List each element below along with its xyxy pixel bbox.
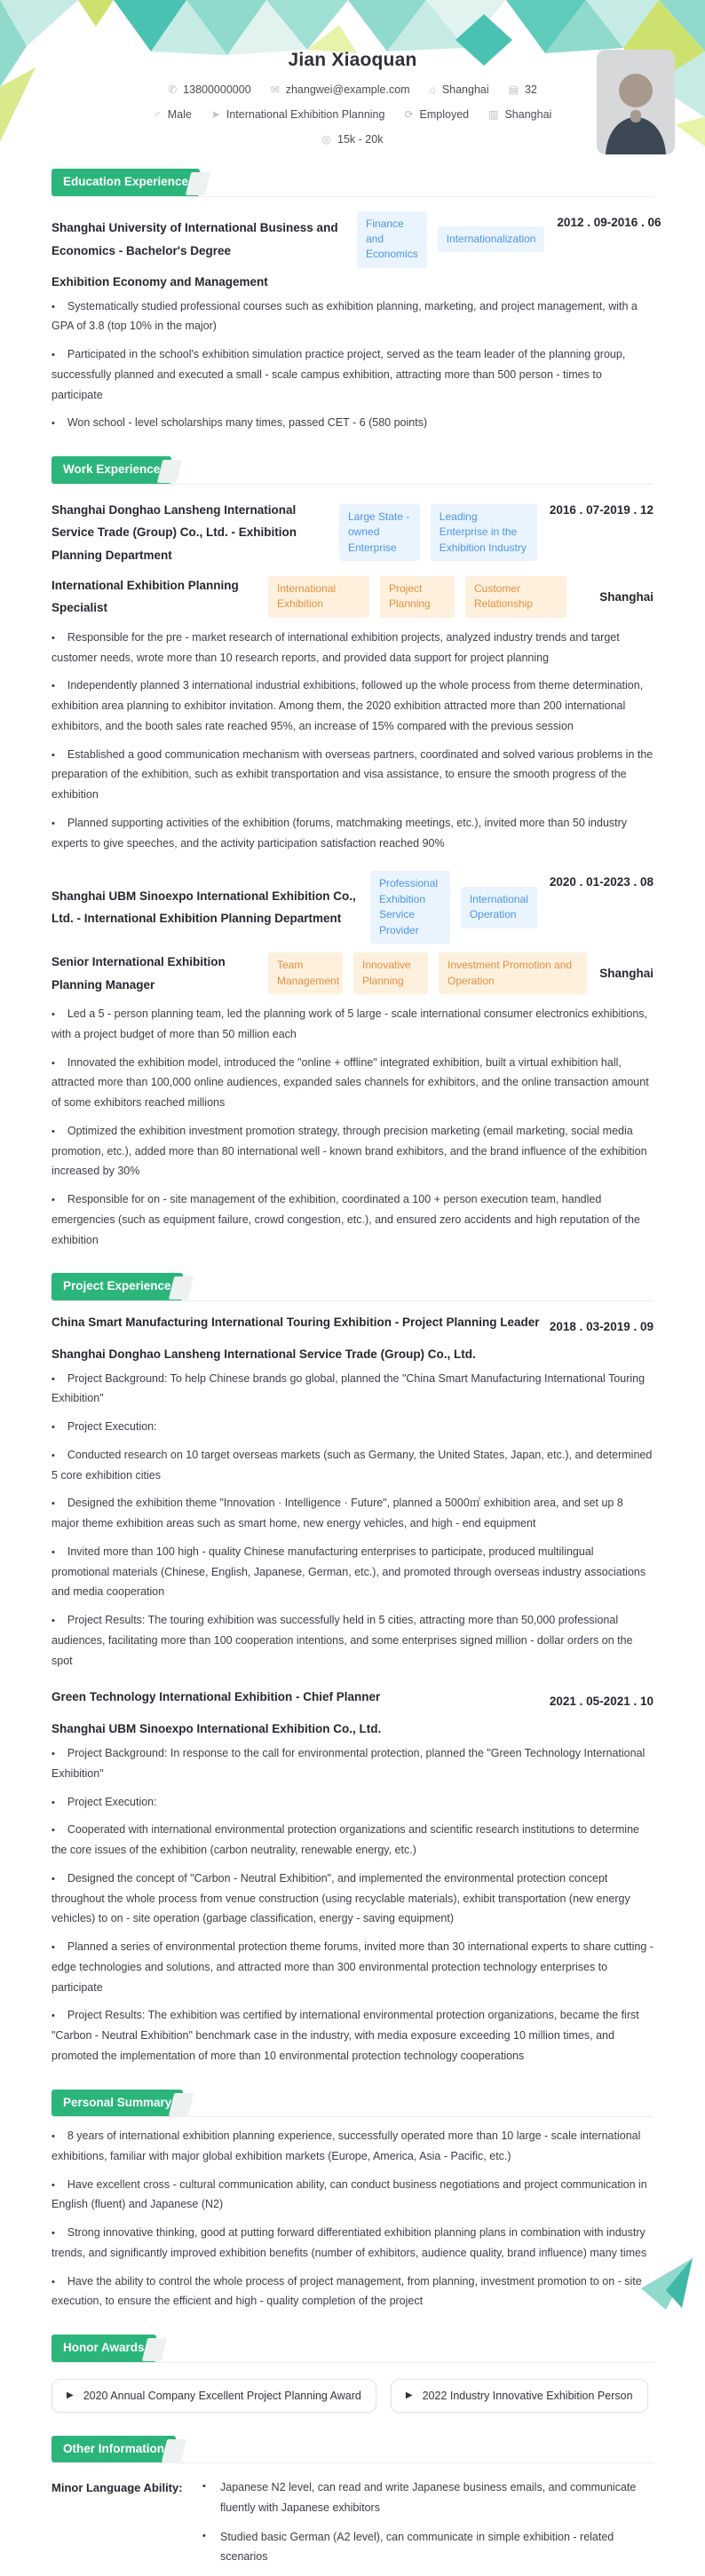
home-city-item [430,83,489,96]
bullet: • Project Results: The exhibition was certified by international environmental protection organizations, became the first "Carbon - Neutral Exhibition" benchmark case in the industry, with media exposure exceeding 10 million times, and promoted the implementation of more than 10 environmental protection technology cooperations [51,2005,654,2066]
section-education [51,169,654,433]
role-tag-list [268,576,587,618]
section-other [51,2436,654,2576]
gender-value: Male [168,108,192,121]
bullet: • Established a good communication mechanism with overseas partners, coordinated and solved various problems in the preparation of the exhibition, such as exhibit transportation and visa assistance, to ensure the smooth progress of the exhibition [51,745,654,805]
project-header [51,1690,654,1713]
work-city: Shanghai [504,108,551,121]
email-icon: ✉ [271,83,280,96]
position-icon: ➤ [211,108,220,121]
profile-photo [597,50,675,154]
summary-bullets [51,2126,654,2311]
bullet: • Project Background: In response to the call for environmental protection, planned the "Green Technology International Exhibition" [51,1743,654,1784]
bullet: • Project Execution: [51,1417,654,1437]
work-section-badge: Work Experience [51,456,171,484]
expected-salary: 15k - 20k [337,133,383,146]
gender-icon: ♂ [154,108,162,121]
bullet: • Project Execution: [51,1792,654,1813]
role-tag: Customer Relationship [465,576,566,618]
work-city-item [488,108,551,121]
award-item[interactable] [51,2379,376,2413]
bullet: • Japanese N2 level, can read and write Japanese business emails, and communicate fluently with Japanese exhibitors [201,2477,654,2518]
employment-status: Employed [420,108,470,121]
work-location: Shanghai [599,967,654,980]
phone-number: 13800000000 [183,83,250,96]
company-tag: Large State - owned Enterprise [339,504,420,561]
education-tag: Finance and Economics [357,211,427,268]
bullet: • Independently planned 3 international industrial exhibitions, followed up the whole process from theme determination, exhibition area planning to exhibitor invitation. Among them, the 2020 exhibition attracted more than 200 international exhibitors, and the booth sales rate reached 95%, an increase of 15% compared with the previous session [51,676,654,736]
company-tag: Leading Enterprise in the Exhibition Industry [431,504,537,561]
role-tag: International Exhibition [268,576,369,618]
bullet: • Responsible for on - site management of the exhibition, coordinated a 100 + person execution team, handled emergencies (such as equipment failure, crowd congestion, etc.), and ensured zero accidents and high reputation of the exhibition [51,1189,654,1250]
award-label: 2020 Annual Company Excellent Project Planning Award [83,2390,361,2402]
projects-section-badge: Project Experience [51,1273,183,1300]
project-bullets [51,1369,654,1671]
bullet: • Systematically studied professional courses such as exhibition planning, marketing, and project management, with a GPA of 3.8 (top 10% in the major) [51,296,654,337]
section-projects [51,1273,654,2066]
email-address: zhangwei@example.com [286,83,410,96]
project-company: Shanghai Donghao Lansheng International Service Trade (Group) Co., Ltd. [51,1347,654,1361]
work-bullets [51,1004,654,1250]
bullet: • Planned supporting activities of the exhibition (forums, matchmaking meetings, etc.), invited more than 50 industry experts to give speeches, and the activity participation satisfaction reached 90% [51,813,654,854]
bullet: • Conducted research on 10 target overseas markets (such as Germany, the United States, Japan, etc.), and determined 5 core exhibition cities [51,1445,654,1486]
education-entry-header [51,211,654,268]
projects-section-header [51,1273,654,1301]
bullet: • Responsible for the pre - market research of international exhibition projects, analyzed industry trends and target customer needs, wrote more than 10 research reports, and provided data support for project planning [51,628,654,668]
resume-body [0,169,705,2576]
role-header [51,951,654,996]
project-bullets [51,1743,654,2066]
phone-icon: ✆ [168,83,177,96]
bullet: • Planned a series of environmental protection theme forums, invited more than 30 international experts to share cutting - edge technologies and solutions, and attracted more than 300 environmental protection technology enterprises to participate [51,1937,654,1997]
award-item[interactable] [391,2379,648,2413]
education-tag-list [357,211,544,268]
age-item [509,83,537,96]
other-bullets [201,2477,654,2576]
company-tag: International Operation [461,887,537,928]
project-date: 2021 . 05-2021 . 10 [550,1690,654,1713]
awards-section-header [51,2335,654,2363]
bullet: • Have excellent cross - cultural communication ability, can conduct business negotiations and project communication in English (fluent) and Japanese (N2) [51,2175,654,2216]
awards-list [51,2379,654,2413]
project-name: Green Technology International Exhibition - Chief Planner [51,1690,380,1703]
company-name: Shanghai UBM Sinoexpo International Exhibition Co., Ltd. - International Exhibition Planning Department [51,885,358,930]
project-name: China Smart Manufacturing International Touring Exhibition - Project Planning Leader [51,1316,540,1329]
company-tag-list [339,504,537,561]
education-tag: Internationalization [438,226,545,252]
education-section-header [51,169,654,197]
work-entry [51,499,654,854]
company-header [51,871,654,944]
section-summary [51,2090,654,2312]
summary-section-badge: Personal Summary [51,2090,183,2117]
education-section-badge: Education Experience [51,169,200,196]
age-value: 32 [525,83,537,96]
role-title: International Exhibition Planning Specialist [51,574,256,620]
company-tag: Professional Exhibition Service Provider [370,871,450,944]
phone-item [168,83,251,96]
bullet: • Project Results: The touring exhibition was successfully held in 5 cities, attracting more than 50,000 professional audiences, facilitating more than 100 cooperation intentions, and some enterprises signed million - dollar orders on the spot [51,1610,654,1671]
other-info-row [51,2477,654,2576]
work-date: 2016 . 07-2019 . 12 [550,499,654,522]
work-date: 2020 . 01-2023 . 08 [550,871,654,894]
education-bullets [51,296,654,434]
bullet: • Participated in the school's exhibition simulation practice project, served as the team leader of the planning group, successfully planned and executed a small - scale campus exhibition, attracting more than 500 person - times to participate [51,344,654,405]
school-name: Shanghai University of International Business and Economics - Bachelor's Degree [51,217,345,262]
resume-header [0,0,705,146]
education-date: 2012 . 09-2016 . 06 [557,211,661,234]
other-section-header [51,2436,654,2464]
play-icon: ▶ [406,2390,413,2400]
role-tag: Team Management [268,952,343,994]
project-company: Shanghai UBM Sinoexpo International Exhibition Co., Ltd. [51,1722,654,1735]
company-tag-list [370,871,537,944]
award-label: 2022 Industry Innovative Exhibition Person [423,2390,633,2402]
bullet: • Cooperated with international environmental protection organizations and scientific research institutions to determine the core issues of the exhibition (carbon neutrality, renewable energy, etc.) [51,1820,654,1861]
job-intention: International Exhibition Planning [226,108,385,121]
project-entry [51,1316,654,1671]
status-icon: ⟳ [404,108,413,121]
work-location: Shanghai [599,590,654,604]
role-tag: Innovative Planning [353,952,428,994]
candidate-name: Jian Xiaoquan [0,50,705,71]
play-icon: ▶ [67,2390,74,2400]
minor-language-label: Minor Language Ability: [51,2477,186,2576]
work-bullets [51,628,654,854]
work-entry [51,871,654,1250]
project-date: 2018 . 03-2019 . 09 [550,1316,654,1339]
status-item [404,108,469,121]
role-tag: Investment Promotion and Operation [439,952,587,994]
bullet: • Have the ability to control the whole process of project management, from planning, investment promotion to on - site execution, to ensure the efficient and high - quality completion of the project [51,2272,654,2312]
role-tag: Project Planning [380,576,455,618]
bullet: • Studied basic German (A2 level), can communicate in simple exhibition - related scenarios [201,2527,654,2568]
job-intention-item [211,108,385,121]
company-name: Shanghai Donghao Lansheng International Service Trade (Group) Co., Ltd. - Exhibition Planning Department [51,499,327,567]
project-entry [51,1690,654,2066]
city-icon: ▥ [488,108,498,121]
role-header [51,574,654,620]
other-section-badge: Other Information [51,2436,176,2463]
section-awards [51,2335,654,2413]
awards-section-badge: Honor Awards [51,2335,156,2362]
bullet: • 8 years of international exhibition planning experience, successfully operated more than 10 large - scale international exhibitions, familiar with major global exhibition markets (Europe, America, Asia - Pacific, etc.) [51,2126,654,2167]
salary-icon: ◎ [322,133,331,146]
age-icon: ▤ [509,83,519,96]
bullet: • Designed the exhibition theme "Innovation · Intelligence · Future", planned a 5000㎡ exhibition area, and set up 8 major theme exhibition areas such as smart home, new energy vehicles, and high - end equipment [51,1493,654,1534]
salary-item [322,133,384,146]
bullet: • Won school - level scholarships many times, passed CET - 6 (580 points) [51,413,654,433]
summary-section-header [51,2090,654,2118]
company-header [51,499,654,567]
avatar [597,50,675,154]
section-work [51,456,654,1250]
bullet: • Designed the concept of "Carbon - Neutral Exhibition", and implemented the environmental protection concept throughout the whole process from venue construction (using recyclable materials), exhibit transportation (new energy vehicles) to on - site operation (garbage classification, energy - saving equipment) [51,1869,654,1929]
email-item [271,83,410,96]
work-section-header [51,456,654,485]
role-title: Senior International Exhibition Planning Manager [51,951,256,996]
role-tag-list [268,952,587,994]
home-icon: ⌂ [430,83,436,96]
major-name: Exhibition Economy and Management [51,275,654,288]
home-city: Shanghai [442,83,489,96]
bullet: • Invited more than 100 high - quality Chinese manufacturing enterprises to participate, produced multilingual promotional materials (Chinese, English, Japanese, German, etc.), and promoted through overseas industry associations and media cooperation [51,1542,654,1602]
gender-item [154,108,192,121]
bullet: • Innovated the exhibition model, introduced the "online + offline" integrated exhibition, built a virtual exhibition hall, attracted more than 100,000 online audiences, expanded sales channels for exhibitors, and the online transaction amount of some exhibitors reached millions [51,1053,654,1113]
bullet: • Strong innovative thinking, good at putting forward differentiated exhibition planning plans in combination with industry trends, and significantly improved exhibition benefits (number of exhibitors, audience quality, brand influence) many times [51,2223,654,2264]
project-header [51,1316,654,1339]
bullet: • Optimized the exhibition investment promotion strategy, through precision marketing (email marketing, social media promotion, etc.), added more than 80 international well - known brand exhibitors, and the brand influence of the exhibition increased by 30% [51,1121,654,1181]
bullet: • Project Background: To help Chinese brands go global, planned the "China Smart Manufacturing International Touring Exhibition" [51,1369,654,1410]
bullet: • Led a 5 - person planning team, led the planning work of 5 large - scale international consumer electronics exhibitions, with a project budget of more than 50 million each [51,1004,654,1045]
